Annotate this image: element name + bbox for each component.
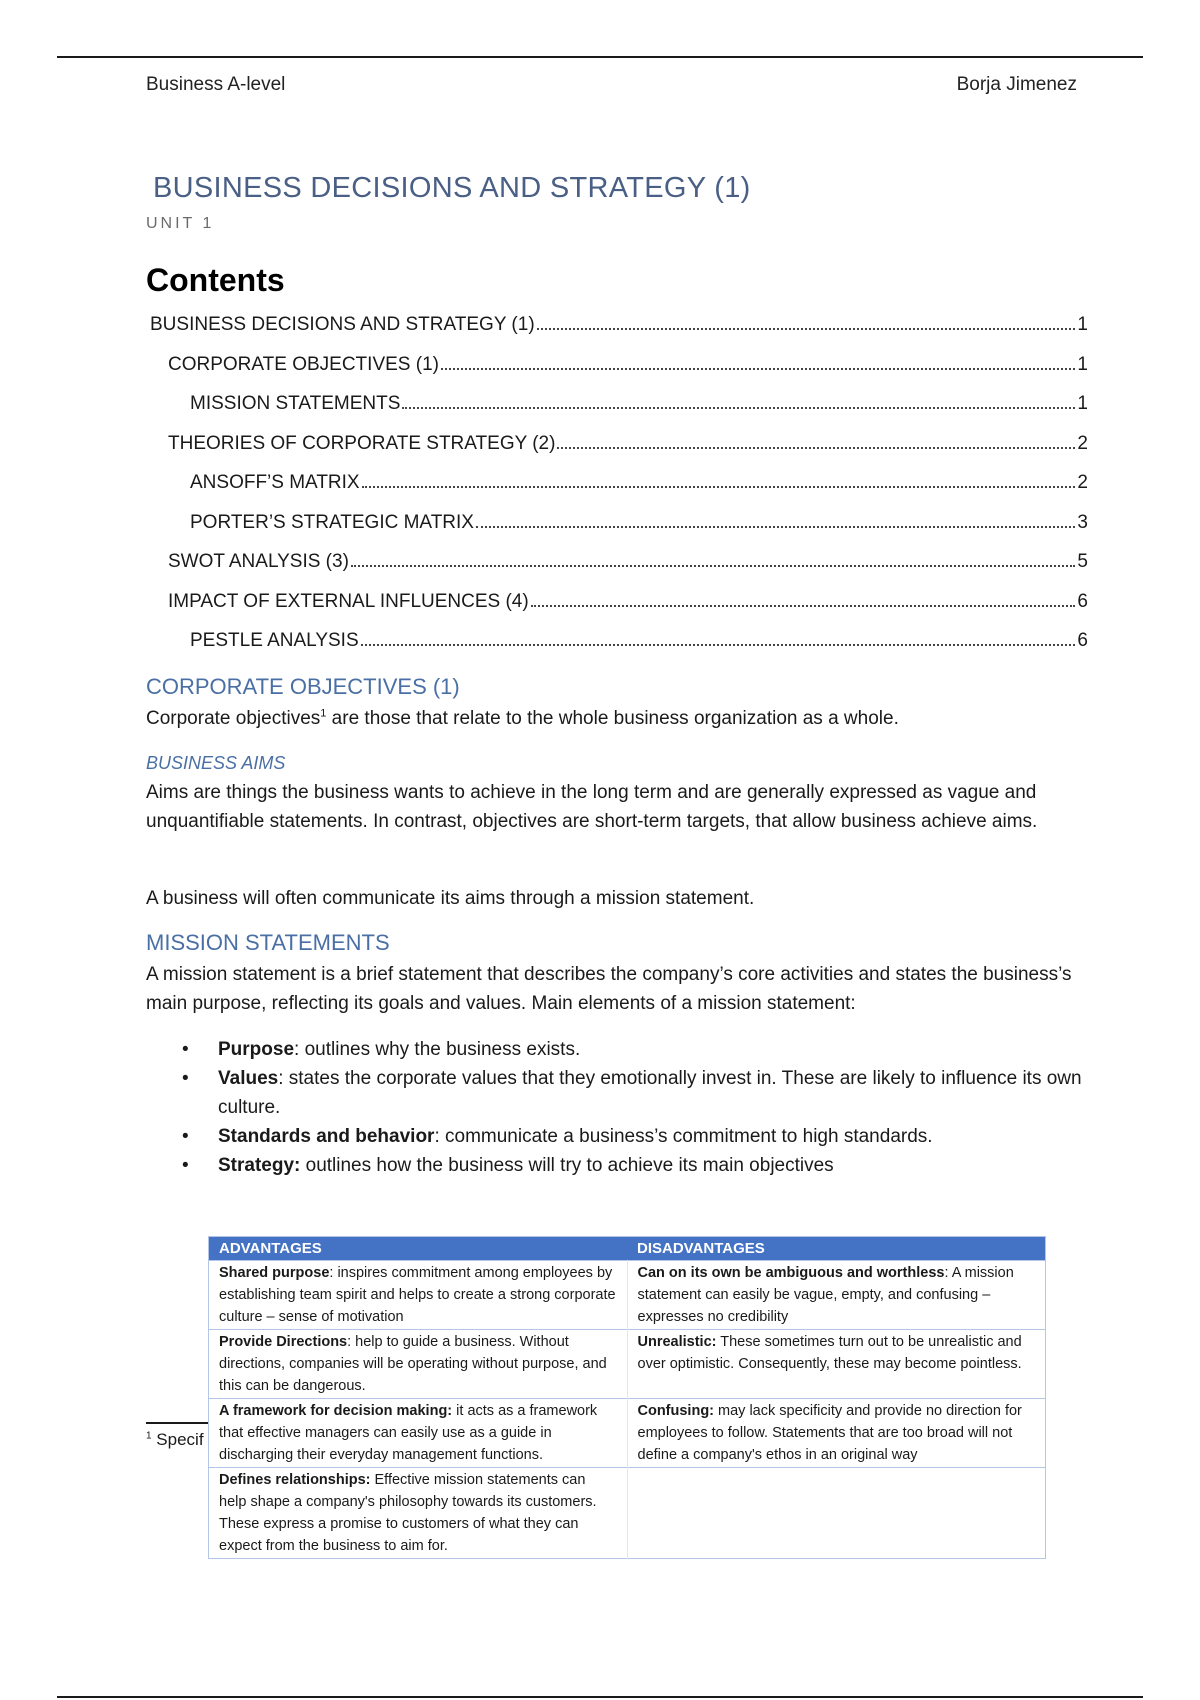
disadvantage-cell — [627, 1261, 1046, 1330]
cell-text: may lack specificity and provide no direction for employees to follow. Statements that are too broad will not define a company's ethos in an original way — [637, 1403, 1022, 1463]
disadvantage-cell — [627, 1399, 1046, 1468]
header-course: Business A-level — [146, 74, 286, 95]
table-row — [209, 1399, 1046, 1468]
toc-entry-page: 6 — [1077, 590, 1088, 612]
mission-elements-list — [182, 1035, 1082, 1180]
toc-entry-page: 2 — [1077, 472, 1088, 493]
cell-term: Can on its own be ambiguous and worthless — [637, 1265, 945, 1281]
disadvantage-cell — [627, 1330, 1046, 1399]
contents-heading: Contents — [146, 262, 285, 298]
toc-entry[interactable] — [146, 551, 1088, 591]
column-header-disadvantages: DISADVANTAGES — [627, 1237, 1046, 1261]
toc-leader — [531, 605, 1076, 607]
footnote-number: 1 — [146, 1430, 152, 1442]
toc-entry-page: 1 — [1077, 314, 1088, 335]
toc-entry-label: BUSINESS DECISIONS AND STRATEGY (1) — [150, 314, 535, 335]
toc-entry-page: 6 — [1077, 630, 1088, 651]
list-item-text: : communicate a business’s commitment to high standards. — [434, 1126, 933, 1147]
list-item-term: Values — [218, 1068, 279, 1089]
document-title: BUSINESS DECISIONS AND STRATEGY (1) — [153, 172, 751, 204]
advantage-cell — [209, 1399, 628, 1468]
table-row — [209, 1330, 1046, 1399]
cell-text: : A mission statement can easily be vague, empty, and confusing – expresses no credibility — [637, 1265, 1014, 1325]
list-item — [182, 1151, 1082, 1180]
table-header-row — [209, 1237, 1046, 1261]
table-row — [209, 1261, 1046, 1330]
toc-entry-page: 1 — [1077, 393, 1088, 414]
document-subtitle: UNIT 1 — [146, 215, 215, 232]
intro-text-start: Corporate objectives — [146, 708, 321, 729]
cell-term: A framework for decision making: — [219, 1403, 453, 1419]
toc-entry[interactable] — [146, 314, 1088, 354]
cell-text: : inspires commitment among employees by establishing team spirit and helps to create a strong corporate culture – sense of motivation — [219, 1265, 616, 1325]
toc-entry-label: CORPORATE OBJECTIVES (1) — [168, 353, 439, 375]
toc-entry-page: 1 — [1077, 353, 1088, 375]
disadvantage-cell — [627, 1468, 1046, 1559]
toc-entry-label: PESTLE ANALYSIS — [190, 630, 359, 651]
footnote-ref[interactable]: 1 — [320, 707, 327, 720]
advantage-cell — [209, 1330, 628, 1399]
footnote-text: Specif — [156, 1430, 204, 1449]
business-aims-mission-note: A business will often communicate its aims through a mission statement. — [146, 888, 755, 909]
toc-entry-label: ANSOFF’S MATRIX — [190, 472, 360, 493]
mission-statements-paragraph: A mission statement is a brief statement that describes the company’s core activities and states the business’s main purpose, reflecting its goals and values. Main elements of a mission statement: — [146, 964, 1072, 1014]
toc-entry[interactable] — [146, 591, 1088, 631]
list-item-term: Strategy: — [218, 1155, 301, 1176]
business-aims-heading: BUSINESS AIMS — [146, 753, 286, 773]
toc-entry-label: MISSION STATEMENTS — [190, 393, 401, 414]
toc-leader — [402, 407, 1075, 409]
advantages-disadvantages-table — [208, 1236, 1046, 1559]
list-item — [182, 1064, 1082, 1122]
cell-term: Unrealistic: — [637, 1334, 717, 1350]
toc-entry-page: 3 — [1077, 511, 1088, 533]
toc-entry-label: SWOT ANALYSIS (3) — [168, 551, 349, 572]
corporate-objectives-intro — [146, 704, 1096, 733]
header-rule — [57, 56, 1143, 58]
mission-statements-heading: MISSION STATEMENTS — [146, 930, 390, 955]
cell-text: These sometimes turn out to be unrealistic and over optimistic. Consequently, these may become pointless. — [637, 1334, 1022, 1372]
footnote-separator — [146, 1422, 208, 1424]
toc-leader — [476, 526, 1075, 528]
list-item — [182, 1035, 1082, 1064]
toc-entry[interactable] — [146, 630, 1088, 670]
footnote — [146, 1430, 204, 1450]
list-item — [182, 1122, 1082, 1151]
toc-entry[interactable] — [146, 472, 1088, 512]
cell-text: it acts as a framework that effective managers can easily use as a guide in discharging their everyday management functions. — [219, 1403, 598, 1463]
list-item-text: : states the corporate values that they emotionally invest in. These are likely to influence its own culture. — [218, 1068, 1082, 1118]
toc-leader — [537, 328, 1076, 330]
toc-entry[interactable] — [146, 433, 1088, 473]
header-author: Borja Jimenez — [956, 74, 1077, 95]
cell-term: Shared purpose — [219, 1265, 330, 1281]
cell-text: : help to guide a business. Without directions, companies will be operating without purpose, and this can be dangerous. — [219, 1334, 607, 1394]
toc-leader — [362, 486, 1076, 488]
toc-entry[interactable] — [146, 393, 1088, 433]
advantage-cell — [209, 1468, 628, 1559]
cell-term: Provide Directions — [219, 1334, 348, 1350]
list-item-text: outlines how the business will try to achieve its main objectives — [300, 1155, 834, 1176]
toc-leader — [351, 565, 1076, 567]
cell-term: Defines relationships: — [219, 1472, 371, 1488]
list-item-term: Purpose — [218, 1039, 295, 1060]
business-aims-paragraph: Aims are things the business wants to achieve in the long term and are generally expressed as vague and unquantifiable statements. In contrast, objectives are short-term targets, that allow business achieve aims. — [146, 782, 1038, 832]
advantage-cell — [209, 1261, 628, 1330]
list-item-term: Standards and behavior — [218, 1126, 435, 1147]
toc-entry-label: IMPACT OF EXTERNAL INFLUENCES (4) — [168, 590, 529, 612]
toc-entry-label: THEORIES OF CORPORATE STRATEGY (2) — [168, 432, 556, 454]
toc-leader — [441, 368, 1075, 370]
toc-leader — [361, 644, 1076, 646]
footer-rule — [57, 1696, 1143, 1698]
table-row — [209, 1468, 1046, 1559]
toc-entry[interactable] — [146, 354, 1088, 394]
toc-entry-page: 5 — [1077, 551, 1088, 572]
corporate-objectives-heading: CORPORATE OBJECTIVES (1) — [146, 674, 460, 699]
list-item-text: : outlines why the business exists. — [294, 1039, 581, 1060]
toc-leader — [557, 447, 1075, 449]
cell-term: Confusing: — [637, 1403, 715, 1419]
toc-entry-page: 2 — [1077, 432, 1088, 454]
table-of-contents — [146, 314, 1088, 670]
cell-text: Effective mission statements can help shape a company's philosophy towards its customers. These express a promise to customers of what they can expect from the business to aim for. — [219, 1472, 597, 1554]
toc-entry-label: PORTER’S STRATEGIC MATRIX — [190, 511, 474, 533]
column-header-advantages: ADVANTAGES — [209, 1237, 628, 1261]
toc-entry[interactable] — [146, 512, 1088, 552]
intro-text-end: are those that relate to the whole business organization as a whole. — [326, 708, 899, 729]
